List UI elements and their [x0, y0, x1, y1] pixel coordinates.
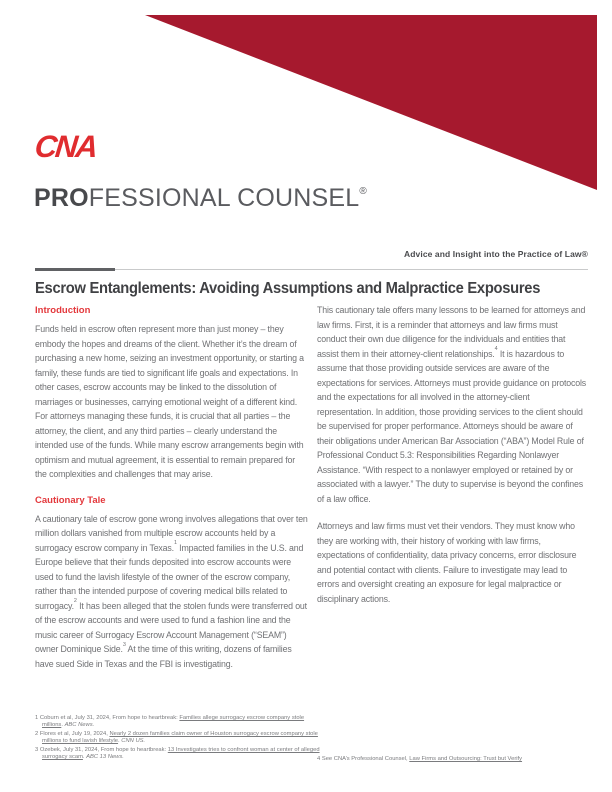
vendors-paragraph: Attorneys and law firms must vet their vendors. They must know who they are working with, their history of working with law firms, expectations of confidentiality, data privacy concerns, error disclosure and potential contact with clients. Failure to investigate may lead to errors and oversight creating an exposure for legal malpractice or disciplinary actions.	[317, 521, 577, 604]
footnote-3-number: 3	[35, 746, 39, 753]
text-segment: A cautionary tale of escrow gone wrong involves allegations that over ten million dollars vanished from multiple escrow accounts held by a surrogacy escrow company in Texas.	[35, 513, 308, 553]
footnote-4	[317, 756, 588, 765]
text-segment: It has been alleged that the stolen funds were transferred out of the escrow accounts and were used to fund a fashion line and the music career of Surrogacy Escrow Account Management (“SEAM”) owner Dominique Side.	[35, 600, 307, 654]
text-segment: .	[82, 754, 87, 761]
article-title-text: Escrow Entanglements: Avoiding Assumptions and Malpractice Exposures	[35, 280, 541, 297]
publication-title-rest: FESSIONAL COUNSEL	[88, 184, 360, 212]
footnote-2-link[interactable]: Nearly 2 dozen families claim owner of Houston surrogacy escrow company stole millions to fund lavish lifestyle	[42, 730, 318, 745]
cautionary-tale-paragraph	[35, 512, 309, 672]
footnote-1-number: 1	[35, 715, 39, 721]
footnote-4-link[interactable]: Law Firms and Outsourcing: Trust but Verify	[409, 756, 523, 762]
footnote-4-item	[317, 756, 588, 763]
footnote-3-source: ABC 13 News.	[86, 754, 124, 761]
text-segment: Flores et al, July 19, 2024,	[38, 730, 110, 737]
cna-logo: CNA	[33, 129, 98, 164]
footnote-2-number: 2	[35, 730, 39, 737]
publication-title	[34, 184, 367, 213]
left-column	[35, 305, 309, 684]
text-segment: Ozebek, July 31, 2024, From hope to heartbreak:	[38, 746, 168, 753]
footnote-3	[35, 747, 322, 761]
lessons-paragraph	[317, 303, 588, 506]
header-rule-line	[115, 269, 588, 270]
footnote-2	[35, 731, 322, 745]
footnote-3-link[interactable]: 13 Investigates tries to confront woman at center of alleged surrogacy scam	[42, 746, 320, 761]
footnote-1	[35, 715, 322, 729]
footnote-ref-1[interactable]: 1	[173, 540, 177, 547]
tagline: Advice and Insight into the Practice of Law®	[404, 249, 588, 259]
header-rule-accent	[35, 268, 115, 271]
text-segment: .	[61, 722, 65, 729]
text-segment: This cautionary tale offers many lessons to be learned for attorneys and law firms. First, it is a reminder that attorneys and law firms must conduct their own due diligence for the individuals and entities that assist them in their attorney-client relationships.	[317, 305, 586, 359]
text-segment: Impacted families in the U.S. and Europe believe that their funds deposited into escrow accounts were used to fund the lavish lifestyle of the owner of the escrow company, rather than the intended purpose of covering medical bills related to surrogacy.	[35, 542, 304, 611]
footnote-1-source: ABC News.	[64, 722, 95, 729]
footnote-ref-2[interactable]: 2	[73, 598, 77, 605]
intro-paragraph: Funds held in escrow often represent more than just money – they embody the hopes and dreams of the client. Whether it’s the dream of purchasing a new home, seizing an investment opportunity, or starting a family, these funds are tied to significant life goals and expectations. In other cases, escrow accounts may be linked to the dissolution of marriages or businesses, carrying emotional weight of a different kind. For attorneys managing these funds, it is crucial that all parties – the attorney, the client, and any third parties – clearly understand the intended use of the funds. While many escrow arrangements begin with optimism and mutual agreement, it is essential to remain prepared for the complexities and challenges that may arise.	[35, 324, 304, 479]
footnote-2-source: CNN US.	[121, 738, 146, 745]
footnotes-left	[35, 715, 322, 763]
text-segment: Coburn et al, July 31, 2024, From hope to heartbreak:	[38, 715, 180, 721]
section-heading-cautionary-tale: Cautionary Tale	[35, 494, 106, 506]
text-segment: .	[118, 738, 122, 745]
registered-trademark-symbol: ®	[359, 186, 367, 197]
right-column	[317, 303, 588, 619]
text-segment: See CNA’s Professional Counsel,	[320, 756, 410, 762]
text-segment: At the time of this writing, dozens of families have sued Side in Texas and the FBI is investigating.	[35, 644, 292, 669]
text-segment: It is hazardous to assume that those providing outside services are aware of the expectations for services. Attorneys must provide guidance on protocols and the expectations for all involved in the attorney-client representation. In addition, those providing services to the client should be supervised for proper performance. Attorneys should be aware of their obligations under American Bar Association (“ABA”) Model Rule of Professional Conduct 5.3: Responsibilities Regarding Nonlawyer Assistance. “With respect to a nonlawyer employed or retained by or associated with a lawyer.” The duty to supervise is beyond the confines of a law office.	[317, 348, 587, 504]
header-rule	[35, 268, 588, 271]
footnote-ref-4[interactable]: 4	[494, 346, 498, 353]
section-heading-introduction: Introduction	[35, 305, 91, 316]
footnote-4-number: 4	[317, 756, 321, 762]
footnote-1-link[interactable]: Families allege surrogacy escrow company stole millions	[42, 715, 305, 729]
publication-title-pro: PRO	[34, 184, 89, 212]
article-title	[35, 280, 595, 298]
footnote-ref-3[interactable]: 3	[122, 641, 126, 648]
